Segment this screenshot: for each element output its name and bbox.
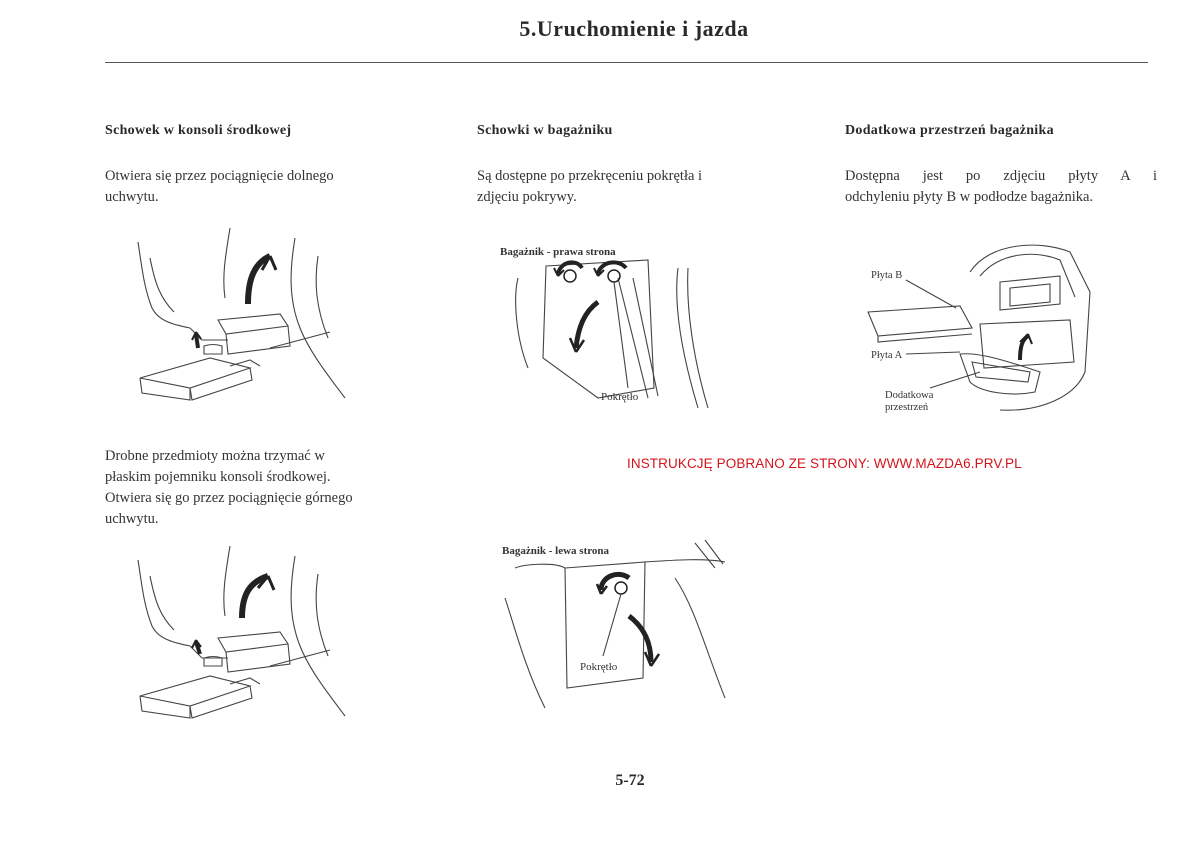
section-heading-trunk-storage: Schowki w bagażniku	[477, 123, 613, 138]
trunk-left-side-illustration	[495, 538, 735, 723]
page-number: 5-72	[615, 772, 645, 789]
text-line: Otwiera się przez pociągnięcie dolnego	[105, 168, 334, 184]
download-source-notice: INSTRUKCJĘ POBRANO ZE STRONY: WWW.MAZDA6.PRV.PL	[627, 456, 1022, 471]
console-lower-handle-illustration	[130, 228, 355, 403]
console-upper-handle-illustration	[130, 546, 355, 721]
header-divider	[105, 62, 1148, 63]
text-line: Dostępna jest po zdjęciu płyty A i	[845, 168, 1157, 184]
text-line: odchyleniu płyty B w podłodze bagażnika.	[845, 189, 1094, 205]
trunk-storage-text	[477, 166, 777, 208]
trunk-right-side-illustration	[498, 238, 718, 418]
extra-trunk-space-text	[845, 166, 1157, 208]
panel-a-label: Płyta A	[871, 350, 903, 361]
text-line: uchwytu.	[105, 511, 159, 527]
console-storage-text-1	[105, 166, 405, 208]
extra-space-label-2: przestrzeń	[885, 402, 929, 413]
extra-space-label-1: Dodatkowa	[885, 390, 934, 401]
figure-caption-left: Bagażnik - lewa strona	[502, 545, 610, 557]
page-title: 5.Uruchomienie i jazda	[519, 16, 749, 41]
figure-caption-right: Bagażnik - prawa strona	[500, 246, 616, 258]
text-line: zdjęciu pokrywy.	[477, 189, 577, 205]
text-line: uchwytu.	[105, 189, 159, 205]
console-storage-text-2	[105, 446, 425, 530]
extra-trunk-space-illustration	[860, 232, 1100, 422]
knob-callout-right: Pokrętło	[601, 391, 639, 403]
text-line: Otwiera się go przez pociągnięcie górnego	[105, 490, 353, 506]
section-heading-extra-trunk-space: Dodatkowa przestrzeń bagażnika	[845, 123, 1054, 138]
section-heading-console-storage: Schowek w konsoli środkowej	[105, 123, 292, 138]
text-line: Są dostępne po przekręceniu pokrętła i	[477, 168, 703, 184]
panel-b-label: Płyta B	[871, 270, 903, 281]
text-line: płaskim pojemniku konsoli środkowej.	[105, 469, 331, 485]
text-line: Drobne przedmioty można trzymać w	[105, 448, 325, 464]
knob-callout-left: Pokrętło	[580, 661, 618, 673]
